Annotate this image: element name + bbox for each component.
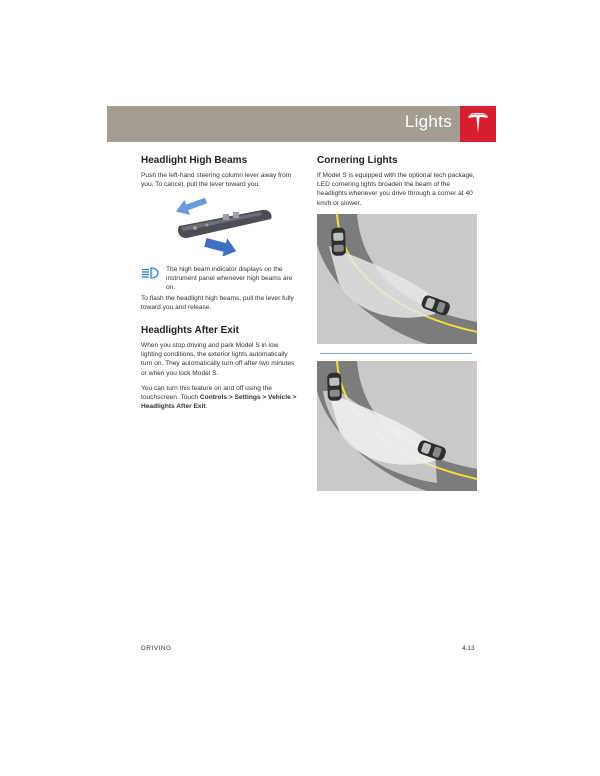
flash-paragraph: To flash the headlight high beams, pull the lever fully toward you and release. [141, 295, 294, 312]
high-beam-indicator-icon [141, 267, 159, 279]
left-column [141, 155, 299, 195]
indicator-paragraph: The high beam indicator displays on the instrument panel whenever high beams are on. [166, 266, 293, 292]
high-beams-paragraph: Push the left-hand steering column lever away from you. To cancel, pull the lever toward you. [141, 172, 292, 189]
settings-path: Controls > Settings > Vehicle > Headlights After Exit [141, 394, 297, 411]
page-number: 4.13 [462, 645, 475, 652]
touchscreen-prefix: You can turn this feature on and off using the touchscreen. Touch [141, 384, 272, 402]
section-title-after-exit: Headlights After Exit [141, 325, 239, 336]
chapter-header-bar [107, 106, 460, 142]
after-exit-paragraph: When you stop driving and park Model S in low lighting conditions, the exterior lights automatically turn on. They automatically turn off after two minutes or when you lock Model S. [141, 342, 295, 377]
section-title-cornering: Cornering Lights [317, 155, 398, 166]
touchscreen-suffix: . [205, 403, 208, 411]
headlights-after-exit-section [141, 325, 299, 417]
flash-note [141, 294, 299, 318]
section-title-high-beams: Headlight High Beams [141, 155, 248, 166]
cornering-illustration-without-lights [317, 214, 477, 344]
chapter-title: Lights [404, 112, 452, 131]
steering-lever-illustration [167, 196, 282, 256]
right-column [317, 155, 477, 214]
after-exit-touchscreen-paragraph [141, 384, 299, 412]
tesla-logo-icon [460, 106, 496, 142]
cornering-paragraph: If Model S is equipped with the optional tech package, LED cornering lights broaden the beam of the headlights whenever you drive through a corner at 40 km/h or slower. [317, 172, 475, 207]
cornering-illustration-with-lights [317, 361, 477, 491]
footer-section-label: DRIVING [141, 645, 172, 652]
figure-divider [320, 353, 472, 354]
